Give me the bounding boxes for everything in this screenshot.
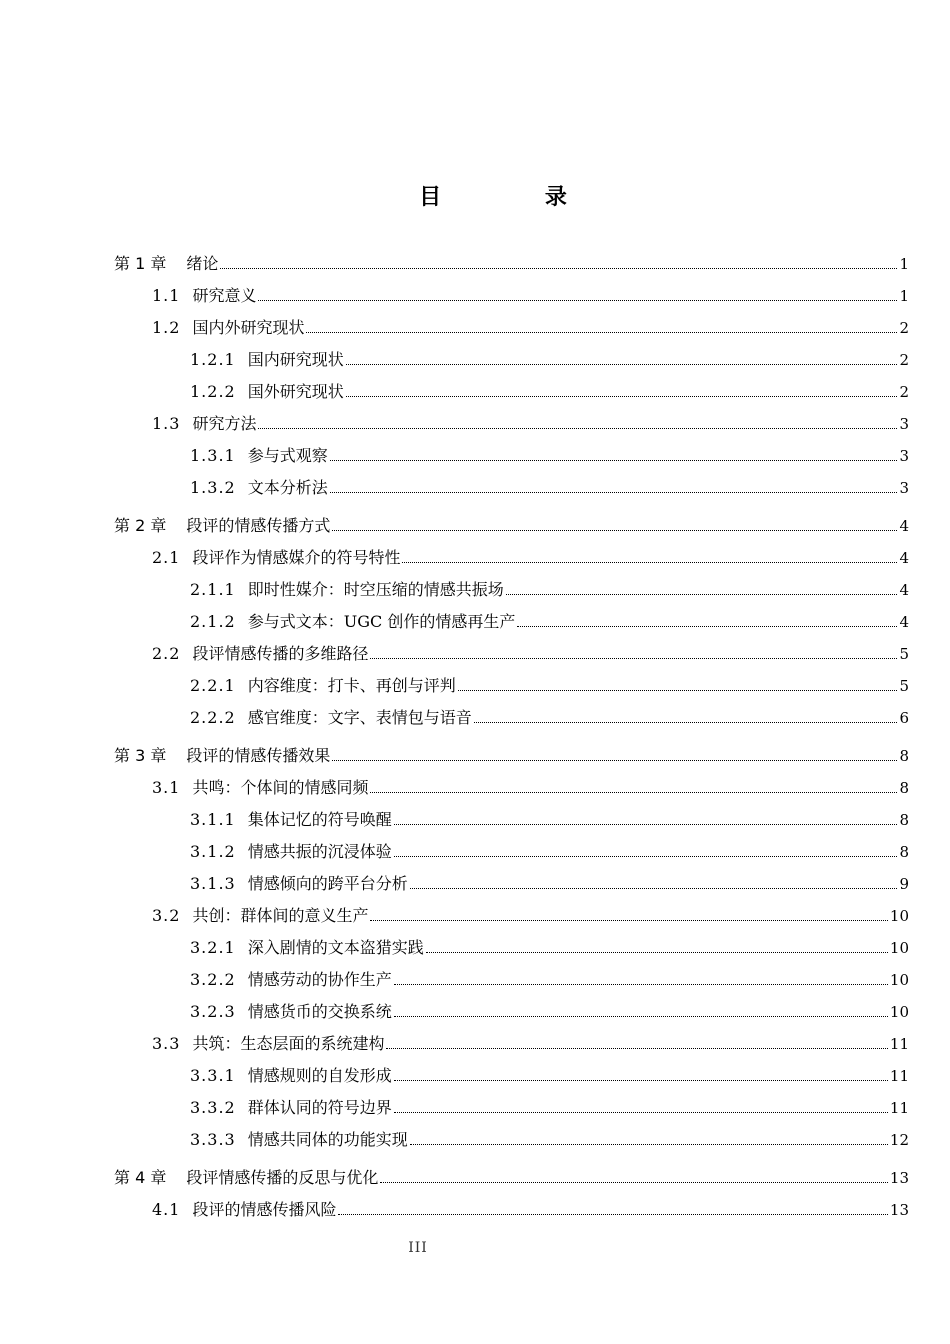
toc-entry[interactable] (190, 438, 909, 466)
dot-leader (394, 983, 888, 985)
toc-entry-number: 3.2.3 (190, 1002, 236, 1021)
toc-entry[interactable] (190, 572, 909, 600)
toc-entry-number: 4.1 (152, 1200, 181, 1219)
toc-entry-number: 第 4 章 (114, 1168, 167, 1187)
toc-entry-label (190, 708, 472, 728)
dot-leader (410, 887, 898, 889)
dot-leader (346, 363, 898, 365)
toc-entry-label (190, 478, 328, 498)
toc-entry-page: 10 (889, 1003, 909, 1021)
toc-entry[interactable] (190, 1122, 909, 1150)
toc-entry-title: 情感货币的交换系统 (247, 1002, 392, 1021)
toc-entry-page: 12 (889, 1131, 909, 1149)
toc-entry-page: 5 (899, 645, 909, 663)
toc-entry-page: 1 (899, 287, 909, 305)
toc-entry-number: 3.1.2 (190, 842, 236, 861)
toc-entry-label (190, 874, 408, 894)
toc-entry-title: 文本分析法 (247, 478, 328, 497)
dot-leader (380, 1181, 888, 1183)
toc-entry-number: 3.2 (152, 906, 181, 925)
dot-leader (220, 267, 897, 269)
toc-entry-number: 1.3.2 (190, 478, 236, 497)
toc-entry[interactable] (114, 1160, 909, 1188)
toc-entry-label (190, 938, 424, 958)
toc-entry-label (190, 580, 504, 600)
dot-leader (370, 919, 887, 921)
dot-leader (394, 1079, 888, 1081)
toc-entry-page: 8 (899, 747, 909, 765)
dot-leader (330, 491, 898, 493)
toc-entry[interactable] (152, 636, 909, 664)
toc-entry[interactable] (152, 406, 909, 434)
dot-leader (410, 1143, 888, 1145)
dot-leader (332, 529, 897, 531)
dot-leader (394, 823, 898, 825)
toc-entry-number: 3.1.3 (190, 874, 236, 893)
toc-entry-label (114, 1168, 378, 1188)
toc-entry-page: 3 (899, 415, 909, 433)
toc-entry-title: 情感劳动的协作生产 (247, 970, 392, 989)
toc-entry-title: 国内研究现状 (247, 350, 344, 369)
page-number-footer: III (408, 1240, 428, 1256)
toc-entry-page: 11 (889, 1067, 909, 1085)
toc-entry-page: 3 (899, 479, 909, 497)
toc-entry-number: 1.3 (152, 414, 181, 433)
toc-entry-label (152, 644, 368, 664)
dot-leader (458, 689, 898, 691)
toc-entry-label (152, 318, 304, 338)
toc-entry-label (190, 446, 328, 466)
toc-entry-label (190, 1002, 392, 1022)
toc-entry-title: 段评情感传播的多维路径 (192, 644, 369, 663)
toc-entry-number: 2.1.1 (190, 580, 236, 599)
toc-entry-number: 1.1 (152, 286, 181, 305)
toc-entry-title: 情感共振的沉浸体验 (247, 842, 392, 861)
toc-entry[interactable] (190, 342, 909, 370)
toc-entry[interactable] (152, 770, 909, 798)
toc-entry-page: 2 (899, 383, 909, 401)
toc-entry-title: 即时性媒介：时空压缩的情感共振场 (247, 580, 504, 599)
toc-entry-page: 2 (899, 351, 909, 369)
toc-entry-label (152, 778, 368, 798)
toc-entry-title: 绪论 (186, 254, 219, 273)
toc-entry-label (114, 746, 330, 766)
toc-entry-page: 1 (899, 255, 909, 273)
toc-entry-label (190, 676, 456, 696)
toc-entry-title: 研究意义 (192, 286, 257, 305)
toc-entry-number: 3.3 (152, 1034, 181, 1053)
toc-entry-number: 3.3.3 (190, 1130, 236, 1149)
toc-entry[interactable] (190, 604, 909, 632)
toc-entry[interactable] (190, 470, 909, 498)
toc-entry-page: 11 (889, 1099, 909, 1117)
toc-entry[interactable] (152, 310, 909, 338)
dot-leader (258, 427, 897, 429)
toc-entry[interactable] (190, 700, 909, 728)
toc-entry-page: 3 (899, 447, 909, 465)
toc-entry-title: 共筑：生态层面的系统建构 (192, 1034, 385, 1053)
toc-entry-title: 段评的情感传播方式 (186, 516, 331, 535)
toc-entry-title: 内容维度：打卡、再创与评判 (247, 676, 456, 695)
dot-leader (474, 721, 898, 723)
toc-entry-title: 情感规则的自发形成 (247, 1066, 392, 1085)
toc-entry[interactable] (152, 1026, 909, 1054)
toc-entry-number: 1.2.2 (190, 382, 236, 401)
toc-entry-label (190, 1098, 392, 1118)
dot-leader (332, 759, 897, 761)
toc-entry-page: 6 (899, 709, 909, 727)
dot-leader (402, 561, 897, 563)
toc-entry-label (152, 548, 400, 568)
toc-entry-title: 国内外研究现状 (192, 318, 305, 337)
dot-leader (370, 657, 897, 659)
toc-entry-title: 段评的情感传播效果 (186, 746, 331, 765)
toc-entry-number: 3.1.1 (190, 810, 236, 829)
dot-leader (346, 395, 898, 397)
toc-entry-number: 2.2 (152, 644, 181, 663)
toc-entry-label (190, 970, 392, 990)
toc-entry-page: 8 (899, 779, 909, 797)
toc-entry-title: 群体认同的符号边界 (247, 1098, 392, 1117)
toc-entry[interactable] (190, 1090, 909, 1118)
toc-entry-label (152, 414, 256, 434)
toc-entry[interactable] (152, 1192, 909, 1220)
toc-entry[interactable] (114, 508, 909, 536)
toc-entry-page: 2 (899, 319, 909, 337)
toc-entry-number: 2.1.2 (190, 612, 236, 631)
toc-entry-label (152, 1200, 336, 1220)
toc-entry-page: 10 (889, 939, 909, 957)
toc-entry-label (152, 906, 368, 926)
toc-entry-label (190, 842, 392, 862)
toc-entry-title: 感官维度：文字、表情包与语音 (247, 708, 472, 727)
dot-leader (338, 1213, 887, 1215)
dot-leader (306, 331, 897, 333)
toc-entry-number: 第 3 章 (114, 746, 167, 765)
toc-entry[interactable] (152, 540, 909, 568)
toc-entry-label (190, 382, 344, 402)
dot-leader (330, 459, 898, 461)
dot-leader (258, 299, 897, 301)
toc-entry[interactable] (114, 738, 909, 766)
dot-leader (506, 593, 898, 595)
toc-entry-label (190, 350, 344, 370)
toc-entry-page: 4 (899, 549, 909, 567)
toc-entry-title: 研究方法 (192, 414, 257, 433)
toc-entry[interactable] (190, 866, 909, 894)
toc-entry-number: 2.2.2 (190, 708, 236, 727)
toc-entry[interactable] (152, 898, 909, 926)
toc-entry-title: 参与式观察 (247, 446, 328, 465)
toc-entry-page: 5 (899, 677, 909, 695)
toc-entry[interactable] (114, 246, 909, 274)
toc-entry-page: 13 (889, 1201, 909, 1219)
toc-entry-page: 4 (899, 517, 909, 535)
toc-entry-label (152, 286, 256, 306)
toc-entry-title: 情感共同体的功能实现 (247, 1130, 408, 1149)
toc-entry-title: 共创：群体间的意义生产 (192, 906, 369, 925)
toc-entry-title: 情感倾向的跨平台分析 (247, 874, 408, 893)
toc-entry-page: 9 (899, 875, 909, 893)
toc-entry-title: 段评情感传播的反思与优化 (186, 1168, 379, 1187)
toc-entry-number: 3.2.2 (190, 970, 236, 989)
toc-entry[interactable] (152, 278, 909, 306)
toc-entry-title: 共鸣：个体间的情感同频 (192, 778, 369, 797)
toc-entry[interactable] (190, 930, 909, 958)
toc-entry[interactable] (190, 374, 909, 402)
toc-entry-number: 3.1 (152, 778, 181, 797)
toc-entry[interactable] (190, 994, 909, 1022)
dot-leader (426, 951, 888, 953)
toc-entry-page: 8 (899, 843, 909, 861)
dot-leader (394, 1111, 888, 1113)
toc-entry[interactable] (190, 834, 909, 862)
dot-leader (517, 625, 897, 627)
toc-entry-number: 第 1 章 (114, 254, 167, 273)
toc-entry-page: 4 (899, 613, 909, 631)
toc-entry[interactable] (190, 962, 909, 990)
toc-entry-page: 10 (889, 971, 909, 989)
toc-entry-number: 2.2.1 (190, 676, 236, 695)
toc-entry-title: 参与式文本：UGC 创作的情感再生产 (247, 612, 516, 631)
toc-entry[interactable] (190, 668, 909, 696)
toc-entry-number: 1.3.1 (190, 446, 236, 465)
dot-leader (386, 1047, 887, 1049)
toc-entry-number: 第 2 章 (114, 516, 167, 535)
toc-entry-title: 集体记忆的符号唤醒 (247, 810, 392, 829)
toc-entry[interactable] (190, 1058, 909, 1086)
toc-entry-number: 2.1 (152, 548, 181, 567)
toc-entry-page: 13 (889, 1169, 909, 1187)
toc-entry-number: 1.2.1 (190, 350, 236, 369)
toc-entry[interactable] (190, 802, 909, 830)
toc-entry-title: 段评作为情感媒介的符号特性 (192, 548, 401, 567)
toc-entry-number: 3.3.2 (190, 1098, 236, 1117)
toc-entry-number: 1.2 (152, 318, 181, 337)
toc-entry-number: 3.3.1 (190, 1066, 236, 1085)
toc-entry-label (190, 810, 392, 830)
toc-entry-page: 8 (899, 811, 909, 829)
toc-entry-title: 段评的情感传播风险 (192, 1200, 337, 1219)
toc-entry-label (152, 1034, 384, 1054)
toc-entry-page: 4 (899, 581, 909, 599)
dot-leader (394, 855, 898, 857)
toc-entry-label (190, 1066, 392, 1086)
toc-entry-number: 3.2.1 (190, 938, 236, 957)
toc-entry-title: 深入剧情的文本盗猎实践 (247, 938, 424, 957)
dot-leader (370, 791, 897, 793)
toc-entry-label (114, 254, 218, 274)
toc-entry-label (114, 516, 330, 536)
toc-entry-label (190, 612, 515, 632)
toc-entry-page: 11 (889, 1035, 909, 1053)
toc-entry-label (190, 1130, 408, 1150)
toc-entry-title: 国外研究现状 (247, 382, 344, 401)
page-title: 目 录 (419, 185, 615, 210)
toc-entry-page: 10 (889, 907, 909, 925)
dot-leader (394, 1015, 888, 1017)
